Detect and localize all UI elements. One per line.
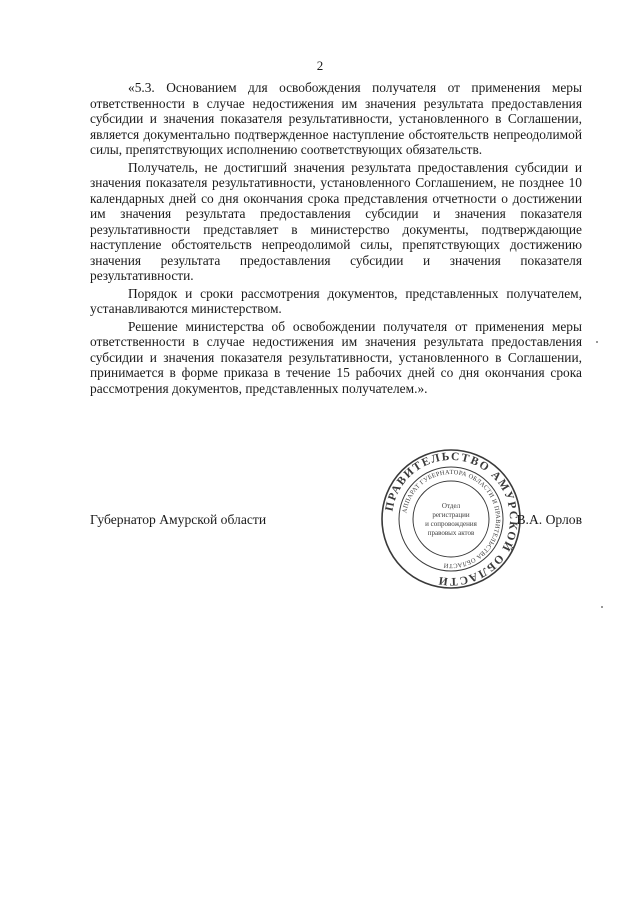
paragraph-review-procedure: Порядок и сроки рассмотрения документов, представленных получателем, устанавливаются министерством. bbox=[90, 285, 582, 316]
paragraph-5-3: «5.3. Основанием для освобождения получателя от применения меры ответственности в случае недостижения им значения результата предоставления субсидии и значения показателя результативности, установленного в Соглашении, является документально подтвержденное наступление обстоятельств непреодолимой силы, препятствующих исполнению соответствующих обязательств. bbox=[90, 80, 582, 157]
paragraph-ministry-decision: Решение министерства об освобождении получателя от применения меры ответственности в случае недостижения им значения результата предоставления субсидии и значения показателя результативности, установленного в Соглашении, принимается в форме приказа в течение 15 рабочих дней со дня окончания срока рассмотрения документов, представленных получателем.». bbox=[90, 318, 582, 396]
scan-speck bbox=[601, 606, 603, 608]
seal-graphic bbox=[380, 448, 522, 590]
signatory-title: Губернатор Амурской области bbox=[90, 512, 267, 527]
seal-center-line-3: и сопровождения bbox=[425, 520, 477, 528]
paragraph-recipient-obligation: Получатель, не достигший значения результата предоставления субсидии и значения показателя результативности, установленного Соглашением, не позднее 10 календарных дней со дня окончания срока представления отчетности о достижении им значения результата предоставления субсидии и значения показателя результативности представляет в министерство документы, подтверждающие наступление обстоятельств непреодолимой силы, препятствующих достижению значения результата предоставления субсидии и значения показателя результативности. bbox=[90, 159, 582, 283]
document-body bbox=[90, 80, 582, 398]
seal-center-line-1: Отдел bbox=[441, 502, 461, 510]
seal-center-line-2: регистрации bbox=[432, 511, 470, 519]
seal-center-line-4: правовых актов bbox=[427, 529, 475, 537]
seal-inner-text: АППАРАТ ГУБЕРНАТОРА ОБЛАСТИ И ПРАВИТЕЛЬСТВА ОБЛАСТИ bbox=[401, 468, 502, 570]
official-seal bbox=[380, 448, 522, 590]
scan-speck bbox=[596, 341, 598, 343]
page-number: 2 bbox=[316, 58, 324, 73]
signatory-name: В.А. Орлов bbox=[516, 512, 582, 527]
seal-outer-text: ПРАВИТЕЛЬСТВО АМУРСКОЙ ОБЛАСТИ bbox=[383, 450, 520, 588]
